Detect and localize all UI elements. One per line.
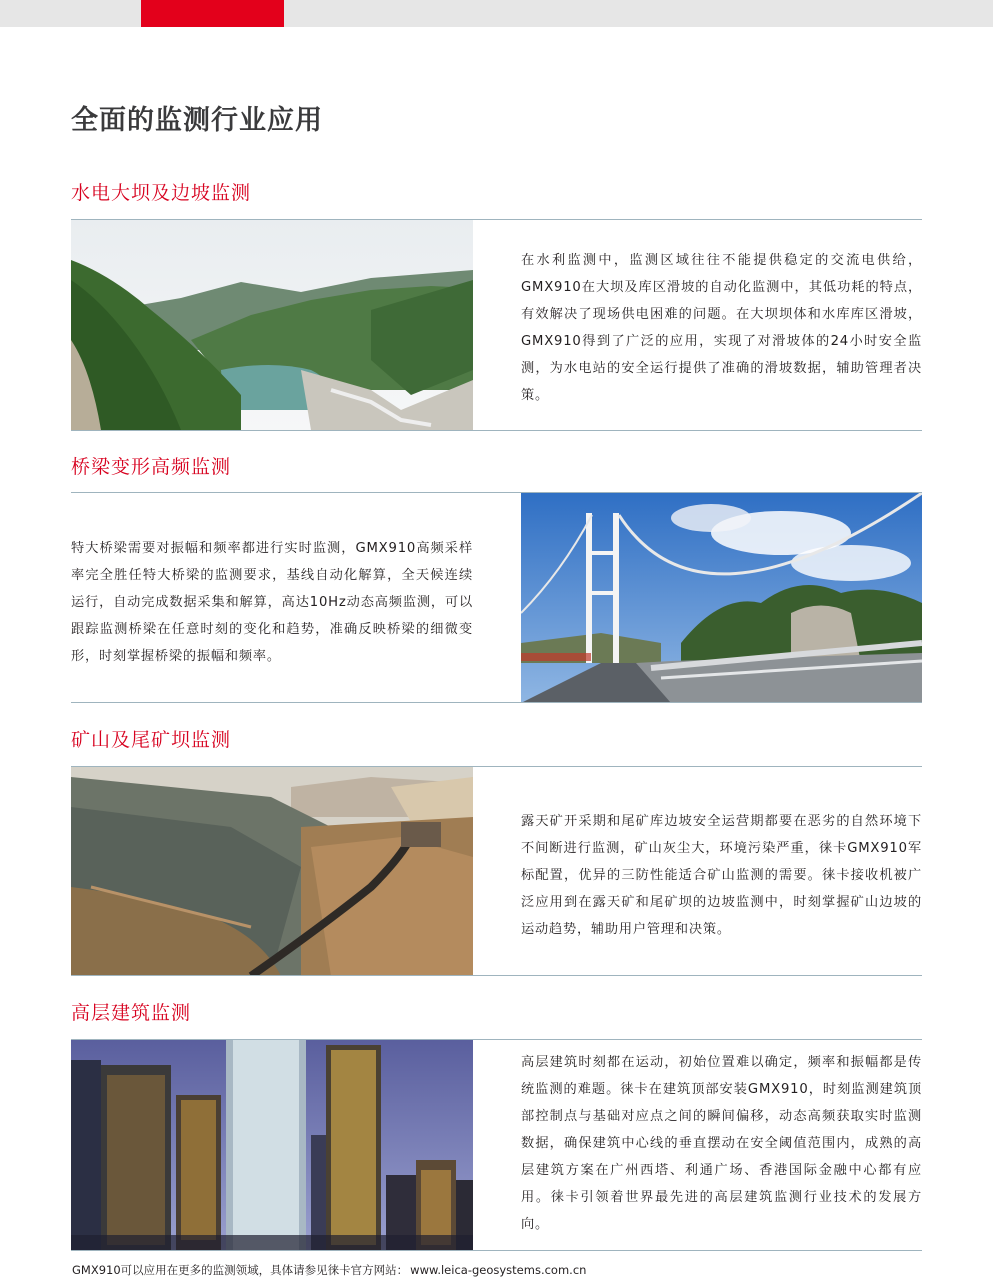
- section-heading-dam: 水电大坝及边坡监测: [71, 182, 252, 204]
- section-divider: [71, 430, 922, 431]
- section-divider: [71, 975, 922, 976]
- section-body-bridge: 特大桥梁需要对振幅和频率都进行实时监测，GMX910高频采样率完全胜任特大桥梁的监测要求，基线自动化解算，全天候连续运行，自动完成数据采集和解算，高达10Hz动态高频监测，可以跟踪监测桥梁在任意时刻的变化和趋势，准确反映桥梁的细微变形，时刻掌握桥梁的振幅和频率。: [71, 541, 473, 664]
- dam-reservoir-photo: [71, 220, 473, 430]
- section-heading-mine: 矿山及尾矿坝监测: [71, 729, 232, 751]
- brand-accent-bar: [141, 0, 284, 27]
- section-heading-highrise: 高层建筑监测: [71, 1002, 192, 1024]
- night-skyscrapers-photo: [71, 1040, 473, 1250]
- footer-text: GMX910可以应用在更多的监测领域，具体请参见徕卡官方网站：: [72, 1263, 409, 1277]
- mine-tailings-photo: [71, 767, 473, 976]
- section-body-highrise: 高层建筑时刻都在运动，初始位置难以确定，频率和振幅都是传统监测的难题。徕卡在建筑顶部安装GMX910，时刻监测建筑顶部控制点与基础对应点之间的瞬间偏移，动态高频获取实时监测数据，确保建筑中心线的垂直摆动在安全阈值范围内，成熟的高层建筑方案在广州西塔、利通广场、香港国际金融中心都有应用。徕卡引领着世界最先进的高层建筑监测行业技术的发展方向。: [521, 1055, 922, 1232]
- footer-website-link[interactable]: www.leica-geosystems.com.cn: [410, 1263, 587, 1277]
- section-body-dam: 在水利监测中，监测区域往往不能提供稳定的交流电供给，GMX910在大坝及库区滑坡的自动化监测中，其低功耗的特点，有效解决了现场供电困难的问题。在大坝坝体和水库库区滑坡，GMX910得到了广泛的应用，实现了对滑坡体的24小时安全监测，为水电站的安全运行提供了准确的滑坡数据，辅助管理者决策。: [521, 253, 922, 403]
- bridge-photo: [521, 493, 922, 703]
- top-banner: [0, 0, 993, 27]
- section-divider: [71, 702, 922, 703]
- section-heading-bridge: 桥梁变形高频监测: [71, 456, 232, 478]
- footer-note: [72, 1262, 586, 1278]
- page-title: 全面的监测行业应用: [71, 105, 323, 136]
- section-divider: [71, 1250, 922, 1251]
- section-body-mine: 露天矿开采期和尾矿库边坡安全运营期都要在恶劣的自然环境下不间断进行监测，矿山灰尘大，环境污染严重，徕卡GMX910军标配置，优异的三防性能适合矿山监测的需要。徕卡接收机被广泛应用到在露天矿和尾矿坝的边坡监测中，时刻掌握矿山边坡的运动趋势，辅助用户管理和决策。: [521, 814, 922, 937]
